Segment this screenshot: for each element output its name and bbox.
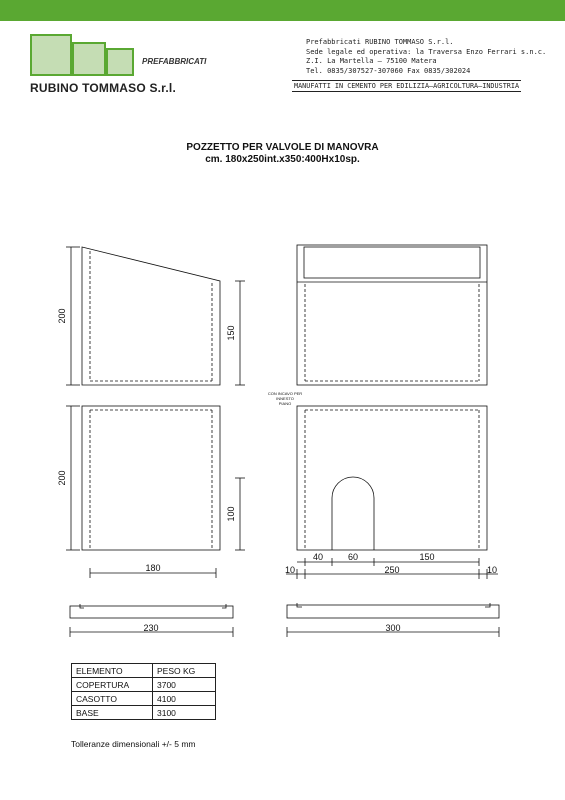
brand-name: RUBINO TOMMASO S.r.l.	[30, 81, 176, 95]
note-line-1: CON INCAVO PER	[267, 391, 303, 396]
dim-label-40: 40	[312, 552, 324, 562]
plan-view-large	[287, 603, 499, 618]
company-line: Sede legale ed operativa: la Traversa Enzo Ferrari s.n.c.	[306, 47, 547, 56]
tolerance-note: Tolleranze dimensionali +/- 5 mm	[71, 739, 196, 749]
table-header-row	[72, 664, 216, 678]
dim-label-10-left: 10	[284, 565, 296, 575]
dim-label-10-right: 10	[486, 565, 498, 575]
table-header-cell: ELEMENTO	[72, 664, 153, 678]
dim-label-300: 300	[385, 623, 401, 633]
title-line-1: POZZETTO PER VALVOLE DI MANOVRA	[186, 142, 379, 153]
logo-caption: PREFABBRICATI	[142, 57, 207, 66]
dim-label-180: 180	[145, 563, 161, 573]
table-cell: 4100	[153, 692, 216, 706]
dim-label-230: 230	[143, 623, 159, 633]
table-cell: CASOTTO	[72, 692, 153, 706]
side-view-cover	[82, 247, 220, 385]
table-cell: 3700	[153, 678, 216, 692]
dim-label-250: 250	[384, 565, 400, 575]
dim-label-200-bottom: 200	[57, 470, 67, 486]
front-view-cover	[297, 245, 487, 385]
table-row	[72, 692, 216, 706]
dim-label-100: 100	[226, 506, 236, 522]
note-line-3: PIANO	[278, 401, 292, 406]
company-line: Z.I. La Martella — 75100 Matera	[306, 57, 437, 65]
table-row	[72, 678, 216, 692]
dim-label-150: 150	[226, 325, 236, 341]
table-cell: 3100	[153, 706, 216, 720]
company-tagline: MANUFATTI IN CEMENTO PER EDILIZIA–AGRICOLTURA–INDUSTRIA	[294, 82, 520, 90]
side-view-base	[82, 406, 220, 550]
dim-label-200-top: 200	[57, 308, 67, 324]
title-line-2: cm. 180x250int.x350:400Hx10sp.	[205, 154, 360, 165]
dim-label-60: 60	[347, 552, 359, 562]
front-view-base	[297, 406, 487, 550]
plan-view-small	[70, 604, 233, 618]
dim-label-150-width: 150	[419, 552, 435, 562]
company-line: Tel. 0835/307527-307060 Fax 0835/302024	[306, 66, 471, 75]
table-cell: BASE	[72, 706, 153, 720]
table-header-cell: PESO KG	[153, 664, 216, 678]
weights-table	[71, 663, 216, 720]
table-cell: COPERTURA	[72, 678, 153, 692]
company-line: Prefabbricati RUBINO TOMMASO S.r.l.	[306, 38, 454, 46]
table-row	[72, 706, 216, 720]
note-line-2: INNESTO	[276, 396, 294, 401]
